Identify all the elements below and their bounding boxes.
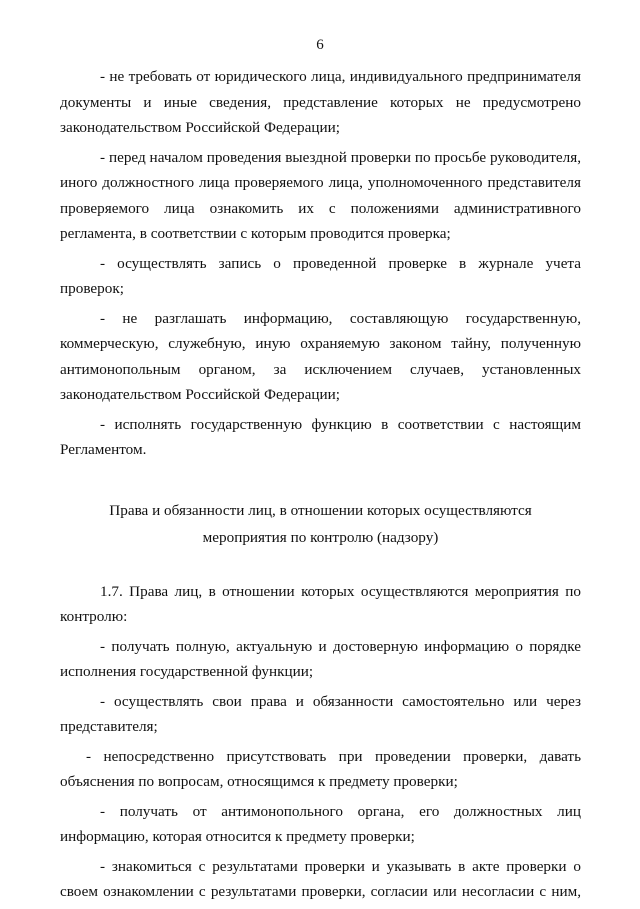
page-number: 6 (316, 37, 324, 53)
duty-item-3: - осуществлять запись о проведенной проверке в журнале учета проверок; (60, 254, 581, 297)
section-heading-line-2: мероприятия по контролю (надзору) (202, 528, 439, 546)
document-body (60, 64, 581, 909)
right-item-1: - получать полную, актуальную и достоверную информацию о порядке исполнения государственной функции; (60, 637, 581, 680)
section-heading-line-1: Права и обязанности лиц, в отношении которых осуществляются (109, 501, 532, 519)
duty-item-2: - перед началом проведения выездной проверки по просьбе руководителя, иного должностного лица проверяемого лица, уполномоченного представителя проверяемого лица ознакомить их с положениями административного регламента, в соответствии с которым проводится проверка; (60, 148, 581, 242)
right-item-2: - осуществлять свои права и обязанности самостоятельно или через представителя; (60, 692, 581, 735)
duty-item-4: - не разглашать информацию, составляющую государственную, коммерческую, служебную, иную охраняемую законом тайну, полученную антимонопольным органом, за исключением случаев, установленных законодательством Российской Федерации; (60, 309, 581, 403)
clause-intro: 1.7. Права лиц, в отношении которых осуществляются мероприятия по контролю: (60, 582, 581, 625)
right-item-3: - непосредственно присутствовать при проведении проверки, давать объяснения по вопросам, относящимся к предмету проверки; (60, 747, 581, 790)
section-heading (60, 497, 581, 551)
duty-item-5: - исполнять государственную функцию в соответствии с настоящим Регламентом. (60, 415, 581, 458)
right-item-4: - получать от антимонопольного органа, его должностных лиц информацию, которая относится к предмету проверки; (60, 802, 581, 845)
duty-item-1: - не требовать от юридического лица, индивидуального предпринимателя документы и иные сведения, представление которых не предусмотрено законодательством Российской Федерации; (60, 68, 581, 136)
right-item-5: - знакомиться с результатами проверки и указывать в акте проверки о своем ознакомлении с результатами проверки, согласии или несогласии с ним, (60, 857, 581, 900)
